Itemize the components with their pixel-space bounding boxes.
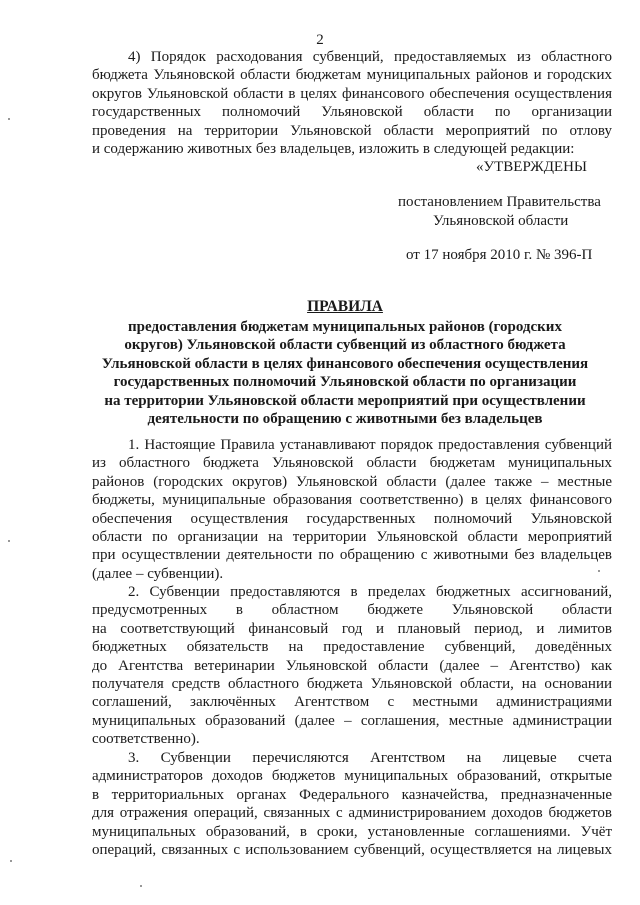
paragraph-3 xyxy=(92,749,612,859)
text-line: соглашений, заключённых Агентством с местными администрациями xyxy=(92,694,612,711)
text-line: в территориальных органах Федерального казначейства, предназначенные xyxy=(92,786,612,803)
approval-by-line: постановлением Правительства xyxy=(398,194,601,210)
text-line: государственных полномочий Ульяновской области по организации xyxy=(92,104,612,121)
text-line: 3. Субвенции перечисляются Агентством на лицевые счета xyxy=(128,750,612,766)
text-line: бюджетных обязательств на предоставление субвенций, доведённых xyxy=(92,639,612,656)
text-line: районов (городских округов) Ульяновской области (далее также – местные xyxy=(92,473,612,490)
paragraph-1 xyxy=(92,436,612,583)
subtitle-line: Ульяновской области в целях финансового обеспечения осуществления xyxy=(101,355,589,372)
text-line: 4) Порядок расходования субвенций, предоставляемых из областного xyxy=(128,49,612,65)
subtitle-line: на территории Ульяновской области мероприятий при осуществлении xyxy=(104,392,586,409)
text-line: муниципальных образований (далее – соглашения, местные администрации xyxy=(92,712,612,729)
text-line: 2. Субвенции предоставляются в пределах бюджетных ассигнований, xyxy=(128,584,612,600)
text-line: области по организации на территории Ульяновской области мероприятий xyxy=(92,529,612,546)
text-line: бюджеты, муниципальные образования соответственно) в целях финансового xyxy=(92,492,612,509)
document-subtitle xyxy=(0,318,640,428)
paragraph-2 xyxy=(92,583,612,749)
text-line: предусмотренных в областном бюджете Ульяновской области xyxy=(92,602,612,619)
approval-date: от 17 ноября 2010 г. № 396-П xyxy=(406,247,593,263)
intro-paragraph xyxy=(92,48,612,158)
scan-speck xyxy=(8,540,10,542)
text-line: округов Ульяновской области в целях финансового обеспечения осуществления xyxy=(92,85,612,102)
subtitle-line: деятельности по обращению с животными без владельцев xyxy=(147,411,543,428)
text-line: соответственно). xyxy=(92,731,200,748)
text-line: для отражения операций, связанных с администрированием доходов бюджетов xyxy=(92,805,612,822)
text-line: (далее – субвенции). xyxy=(92,565,224,582)
text-line: операций, связанных с использованием субвенций, осуществляется на лицевых xyxy=(92,842,612,859)
text-line: обеспечения осуществления государственных полномочий Ульяновской xyxy=(92,510,612,527)
approval-heading: «УТВЕРЖДЕНЫ xyxy=(476,159,588,175)
scan-speck xyxy=(8,118,10,120)
text-line: бюджета Ульяновской области бюджетам муниципальных районов и городских xyxy=(92,67,612,84)
scan-speck xyxy=(598,570,600,572)
subtitle-line: округов) Ульяновской области субвенций из областного бюджета xyxy=(124,337,566,354)
approval-by-line: Ульяновской области xyxy=(433,213,569,229)
text-line: муниципальных образований, в сроки, установленные соглашениями. Учёт xyxy=(92,823,612,840)
subtitle-line: государственных полномочий Ульяновской области по организации xyxy=(113,374,577,391)
scan-speck xyxy=(140,885,142,887)
text-line: при осуществлении деятельности по обращению с животными без владельцев xyxy=(92,547,612,564)
text-line: и содержанию животных без владельцев, изложить в следующей редакции: xyxy=(92,141,575,158)
text-line: на соответствующий финансовый год и плановый период, и лимитов xyxy=(92,620,612,637)
page-number: 2 xyxy=(316,32,324,48)
text-line: 1. Настоящие Правила устанавливают порядок предоставления субвенций xyxy=(128,437,612,453)
text-line: из областного бюджета Ульяновской области бюджетам муниципальных xyxy=(92,455,612,472)
document-title: ПРАВИЛА xyxy=(307,298,383,315)
text-line: проведения на территории Ульяновской области мероприятий по отлову xyxy=(92,122,612,139)
text-line: получателя средств областного бюджета Ульяновской области, на основании xyxy=(92,676,612,693)
scan-speck xyxy=(10,860,12,862)
subtitle-line: предоставления бюджетам муниципальных районов (городских xyxy=(128,319,562,335)
text-line: администраторов доходов бюджетов муниципальных образований, открытые xyxy=(92,768,612,785)
text-line: до Агентства ветеринарии Ульяновской области (далее – Агентство) как xyxy=(92,657,612,674)
